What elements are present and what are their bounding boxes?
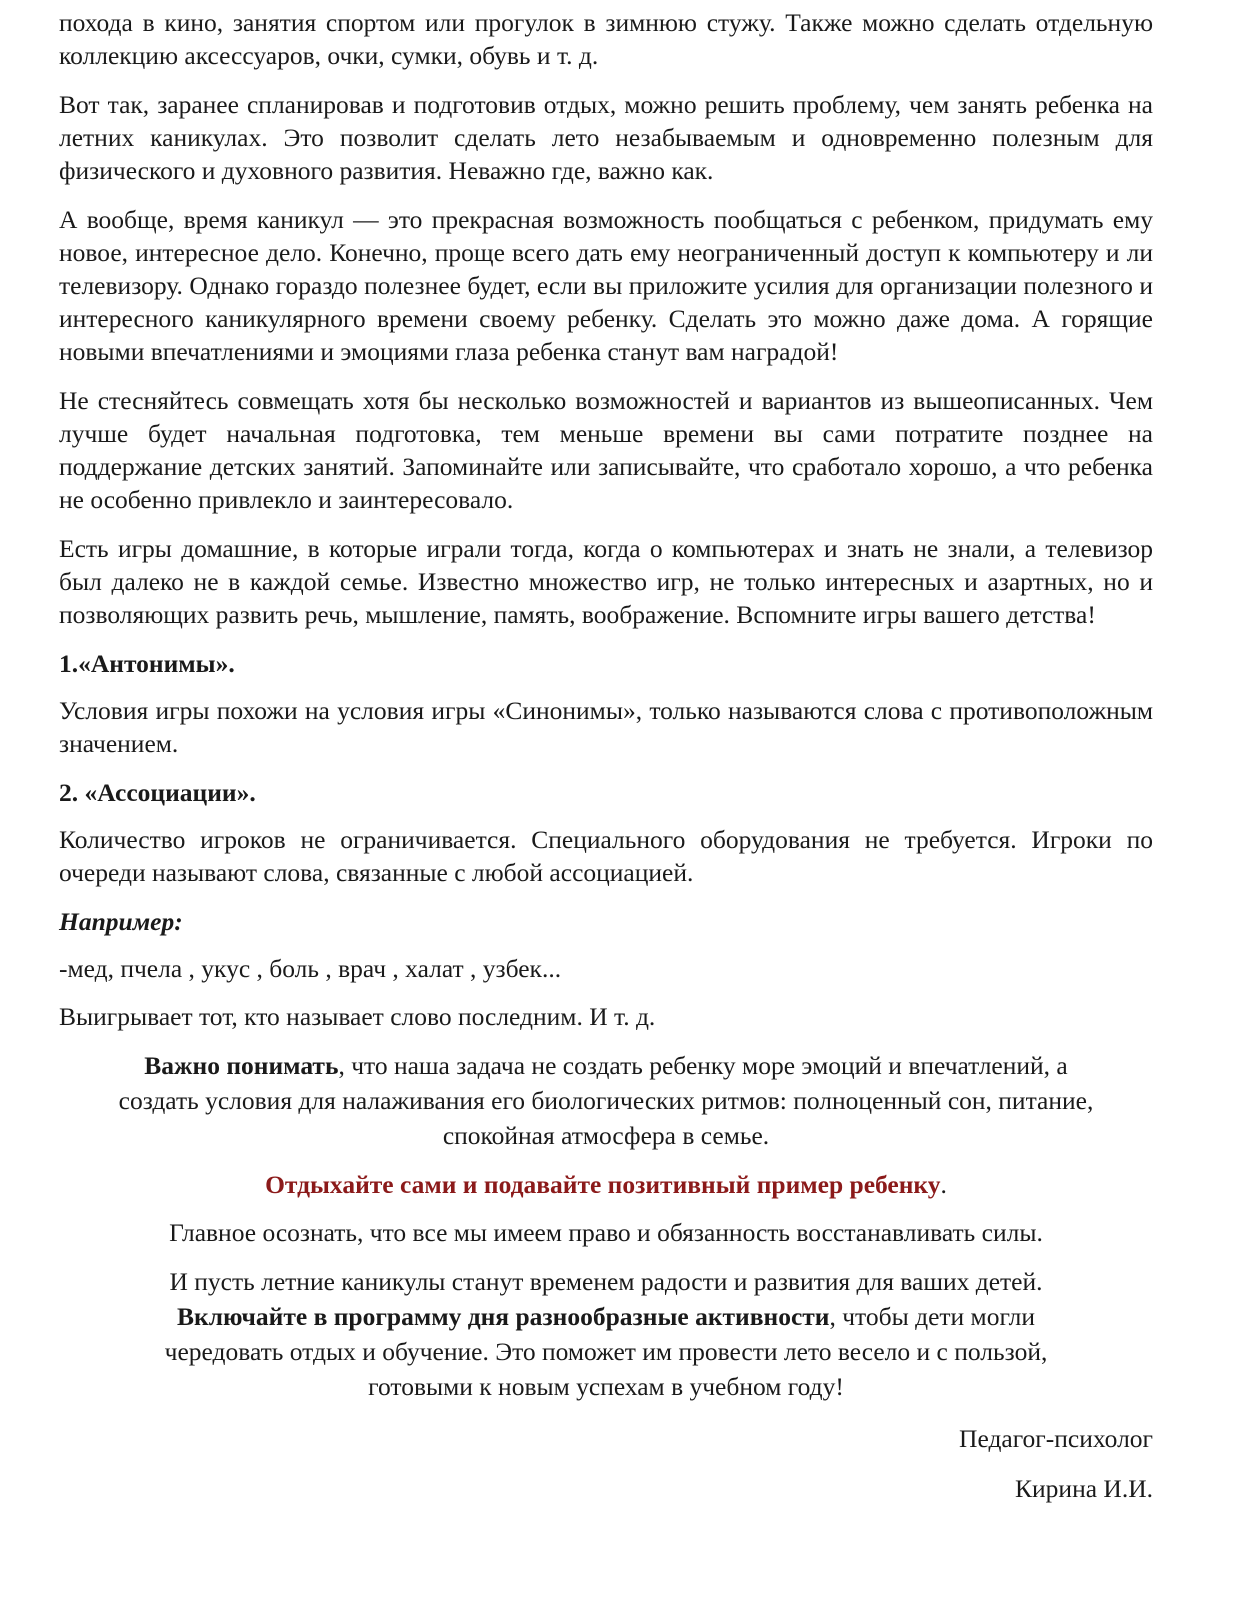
important-line-1-text: , что наша задача не создать ребенку море эмоций и впечатлений, а bbox=[338, 1051, 1068, 1080]
wish-line-4: готовыми к новым успехам в учебном году! bbox=[368, 1372, 844, 1401]
include-bold: Включайте в программу дня разнообразные активности bbox=[177, 1302, 830, 1331]
wish-block bbox=[59, 1264, 1153, 1404]
signature-role: Педагог-психолог bbox=[959, 1424, 1153, 1453]
game-antonyms-text: Условия игры похожи на условия игры «Синонимы», только называются слова с противоположным значением. bbox=[59, 696, 1153, 758]
paragraph-home-games: Есть игры домашние, в которые играли тогда, когда о компьютерах и знать не знали, а телевизор был далеко не в каждой семье. Известно множество игр, не только интересных и азартных, но и позволяющих развить речь, мышление, память, воображение. Вспомните игры вашего детства! bbox=[59, 534, 1153, 629]
example-label: Например: bbox=[59, 907, 183, 936]
important-note bbox=[59, 1048, 1153, 1153]
game-antonyms-title: 1.«Антонимы». bbox=[59, 649, 235, 678]
wish-line-1: И пусть летние каникулы станут временем радости и развития для ваших детей. bbox=[169, 1267, 1043, 1296]
paragraph-accessories: похода в кино, занятия спортом или прогулок в зимнюю стужу. Также можно сделать отдельную коллекцию аксессуаров, очки, сумки, обувь и т. д. bbox=[59, 8, 1153, 70]
signature-name: Кирина И.И. bbox=[1015, 1474, 1153, 1503]
important-line-2: создать условия для налаживания его биологических ритмов: полноценный сон, питание, bbox=[118, 1086, 1094, 1115]
paragraph-combine-options: Не стесняйтесь совмещать хотя бы несколько возможностей и вариантов из вышеописанных. Чем лучше будет начальная подготовка, тем меньше времени вы сами потратите позднее на поддержание детских занятий. Запоминайте или записывайте, что сработало хорошо, а что ребенка не особенно привлекло и заинтересовало. bbox=[59, 386, 1153, 514]
rest-callout bbox=[59, 1168, 1153, 1201]
realize-line: Главное осознать, что все мы имеем право и обязанность восстанавливать силы. bbox=[169, 1218, 1043, 1247]
rest-callout-dot: . bbox=[940, 1170, 947, 1199]
include-rest: , чтобы дети могли bbox=[829, 1302, 1035, 1331]
example-words: -мед, пчела , укус , боль , врач , халат , узбек... bbox=[59, 954, 562, 983]
wish-line-2 bbox=[59, 1299, 1153, 1334]
rest-callout-text: Отдыхайте сами и подавайте позитивный пример ребенку bbox=[265, 1170, 941, 1199]
paragraph-vacation-time: А вообще, время каникул — это прекрасная возможность пообщаться с ребенком, придумать ему новое, интересное дело. Конечно, проще всего дать ему неограниченный доступ к компьютеру и ли телевизору. Однако гораздо полезнее будет, если вы приложите усилия для организации полезного и интересного каникулярного времени своему ребенку. Сделать это можно даже дома. А горящие новыми впечатлениями и эмоциями глаза ребенка станут вам наградой! bbox=[59, 205, 1153, 366]
game-associations-text: Количество игроков не ограничивается. Специального оборудования не требуется. Игроки по очереди называют слова, связанные с любой ассоциацией. bbox=[59, 825, 1153, 887]
paragraph-planning: Вот так, заранее спланировав и подготовив отдых, можно решить проблему, чем занять ребенка на летних каникулах. Это позволит сделать лето незабываемым и одновременно полезным для физического и духовного развития. Неважно где, важно как. bbox=[59, 90, 1153, 185]
important-line-3: спокойная атмосфера в семье. bbox=[442, 1121, 770, 1150]
important-bold: Важно понимать bbox=[144, 1051, 339, 1080]
winner-rule: Выигрывает тот, кто называет слово последним. И т. д. bbox=[59, 1002, 656, 1031]
important-line-1 bbox=[59, 1048, 1153, 1083]
wish-line-3: чередовать отдых и обучение. Это поможет им провести лето весело и с пользой, bbox=[164, 1337, 1048, 1366]
game-associations-title: 2. «Ассоциации». bbox=[59, 778, 256, 807]
